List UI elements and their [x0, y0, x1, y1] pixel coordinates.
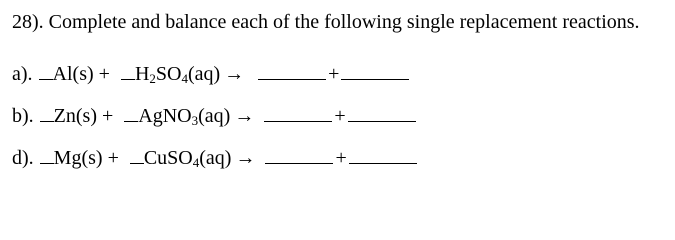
reaction-arrow: →: [234, 105, 255, 127]
product-blank[interactable]: [265, 143, 333, 164]
reactant-2-part: SO: [155, 63, 182, 85]
subscript: 3: [191, 113, 199, 128]
reactant-2-part: (aq): [187, 63, 221, 85]
subscript: 4: [181, 71, 188, 86]
reactant-2-part: H: [134, 63, 150, 85]
plus-sign: +: [107, 147, 119, 169]
coefficient-blank[interactable]: [40, 143, 54, 164]
plus-sign: +: [102, 105, 114, 127]
reactant-1: Al(s): [52, 63, 94, 85]
plus-sign: +: [328, 63, 340, 85]
product-blank[interactable]: [348, 101, 416, 122]
product-blank[interactable]: [341, 59, 409, 80]
subscript: 2: [149, 71, 156, 86]
reactant-2: [135, 62, 220, 91]
reaction-d: [12, 143, 417, 175]
reactant-1: Zn(s): [53, 105, 97, 127]
coefficient-blank[interactable]: [39, 59, 53, 80]
reactant-1: Mg(s): [53, 147, 103, 169]
reaction-label: b).: [12, 105, 34, 127]
reaction-b: [12, 101, 416, 133]
reaction-label: a).: [12, 63, 33, 85]
reactant-2: [138, 104, 230, 133]
product-blank[interactable]: [349, 143, 417, 164]
reactant-2: [144, 146, 232, 175]
subscript: 4: [192, 155, 200, 170]
reaction-a: [12, 59, 409, 91]
reaction-arrow: →: [224, 63, 245, 85]
reactant-2-part: CuSO: [143, 147, 193, 169]
plus-sign: +: [334, 105, 346, 127]
question-title: 28). Complete and balance each of the following single replacement reactions.: [12, 11, 640, 33]
reaction-arrow: →: [235, 147, 256, 169]
coefficient-blank[interactable]: [124, 101, 138, 122]
coefficient-blank[interactable]: [40, 101, 54, 122]
reaction-label: d).: [12, 147, 34, 169]
plus-sign: +: [98, 63, 110, 85]
plus-sign: +: [335, 147, 347, 169]
coefficient-blank[interactable]: [121, 59, 135, 80]
coefficient-blank[interactable]: [130, 143, 144, 164]
product-blank[interactable]: [264, 101, 332, 122]
reactant-2-part: (aq): [198, 105, 231, 127]
product-blank[interactable]: [258, 59, 326, 80]
reactant-2-part: (aq): [199, 147, 232, 169]
reactant-2-part: AgNO: [138, 105, 192, 127]
